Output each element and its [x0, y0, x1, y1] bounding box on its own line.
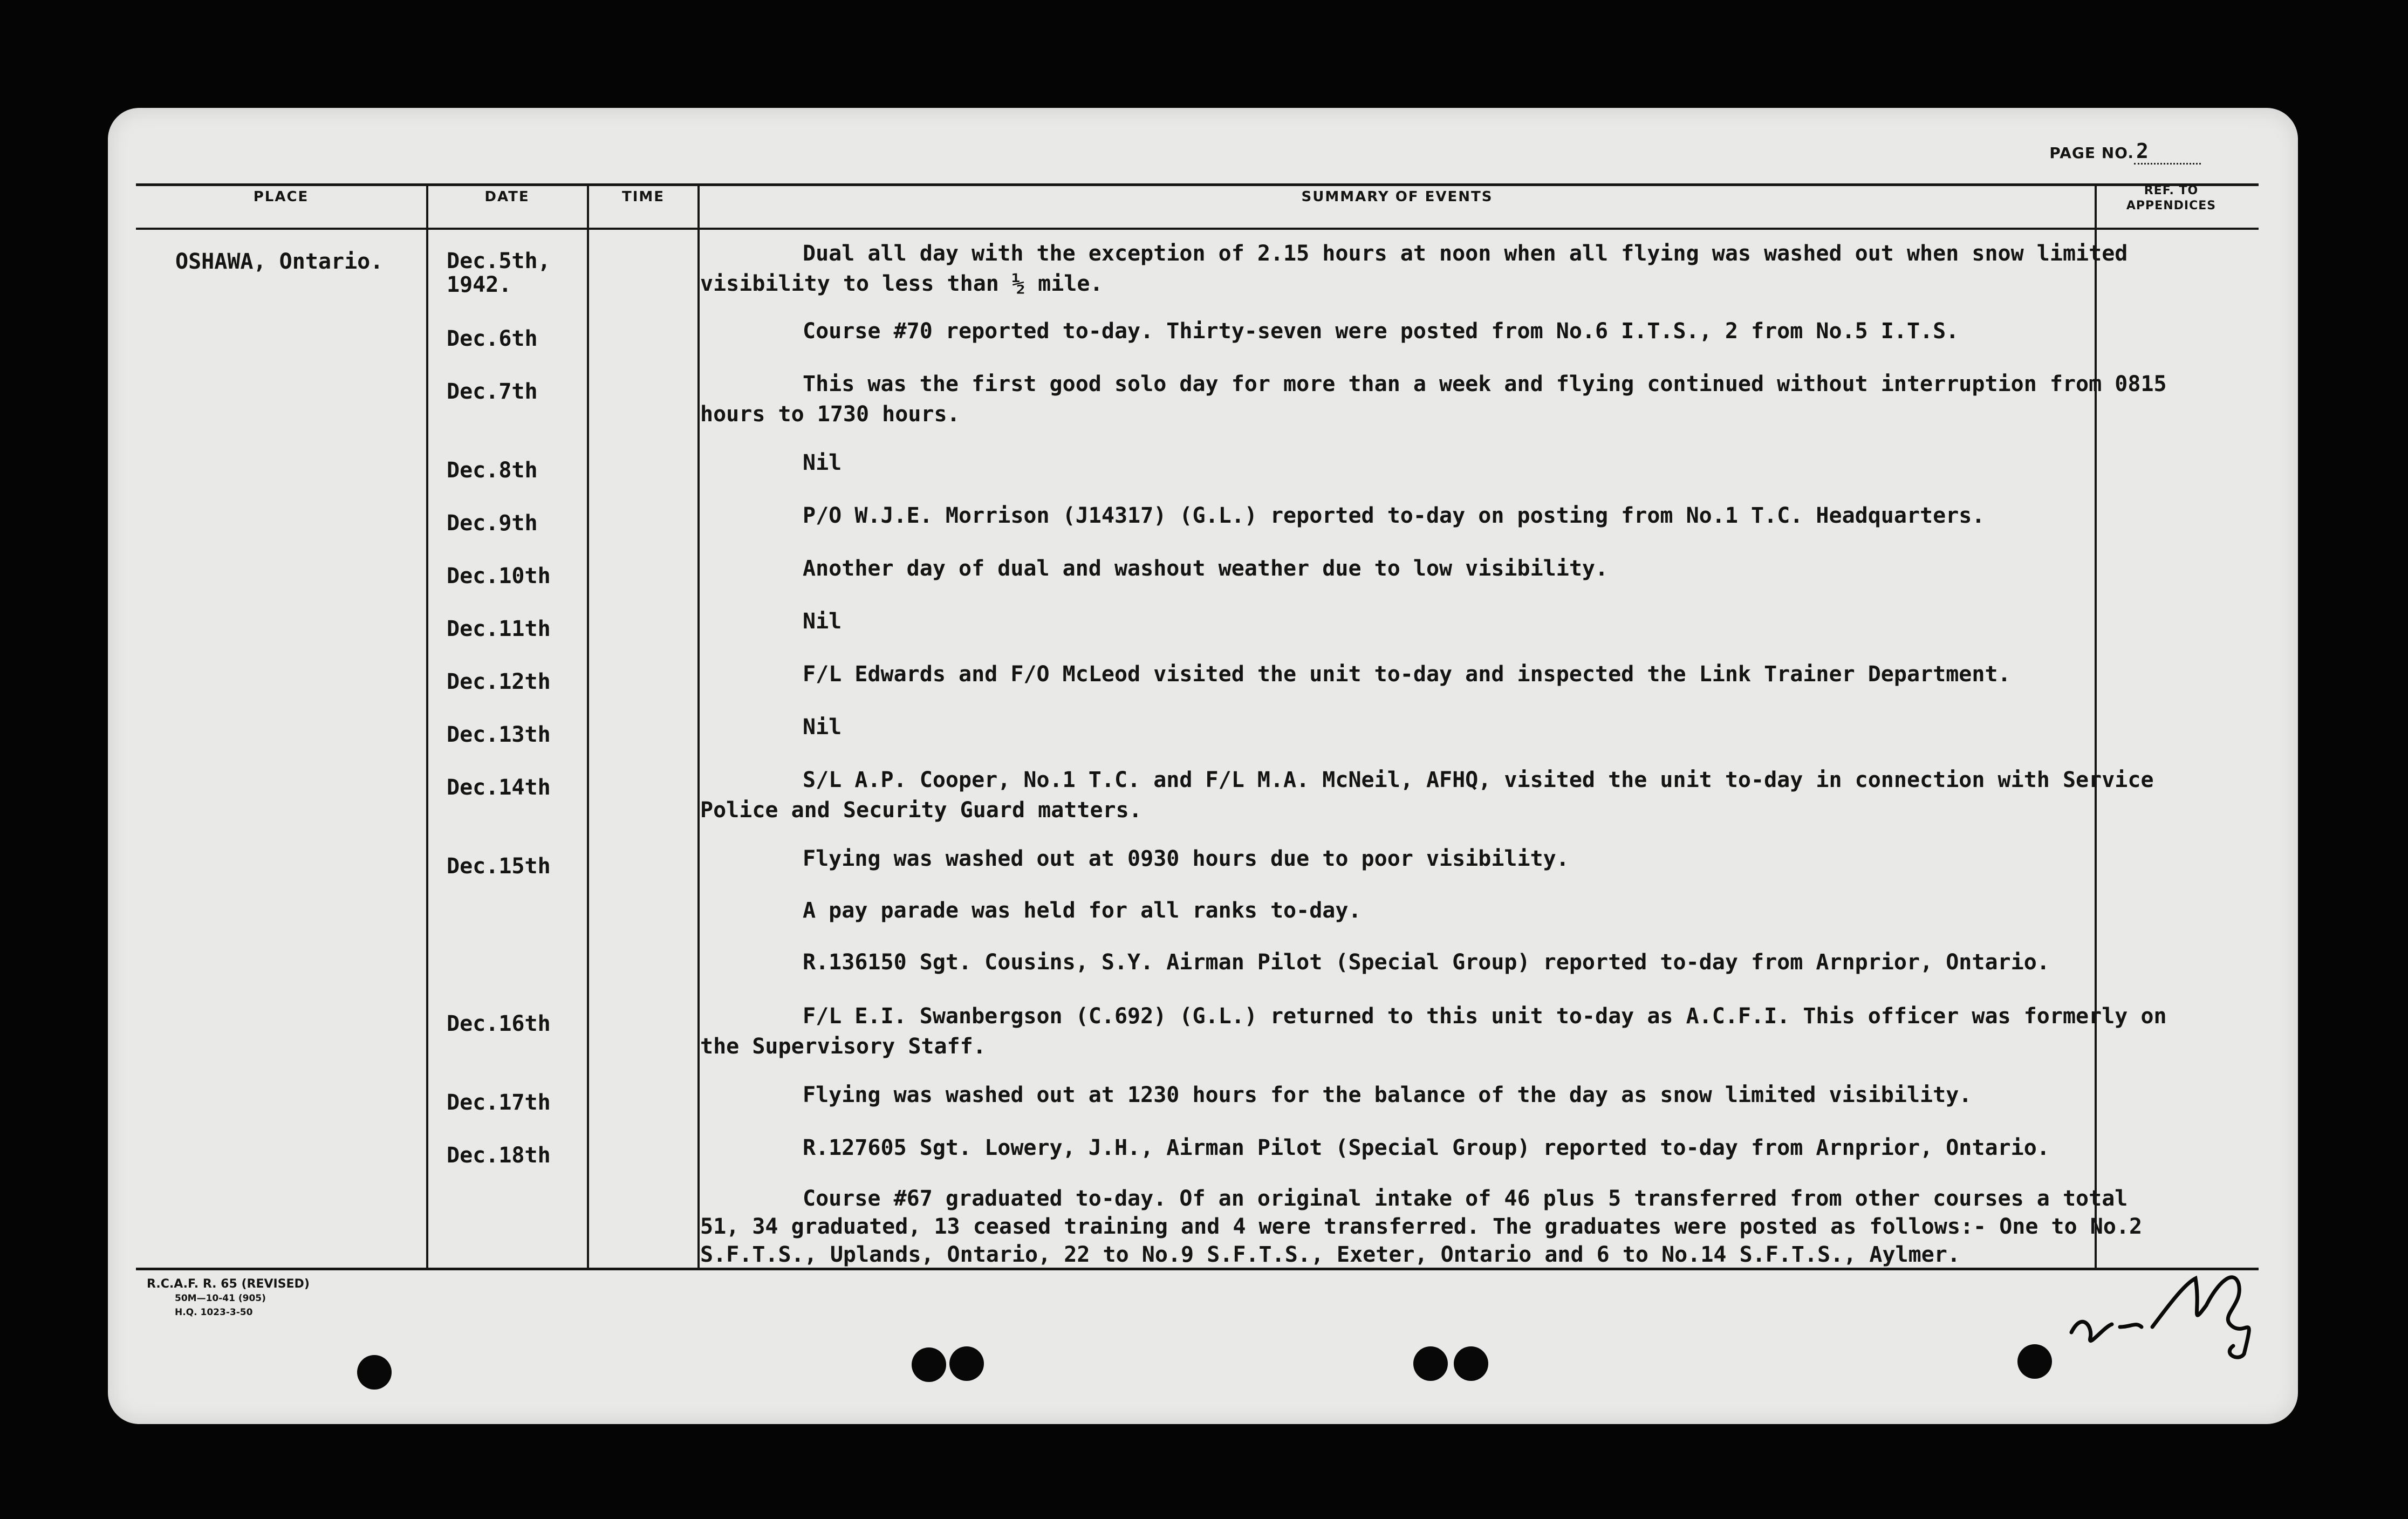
column-divider-date-time — [587, 183, 589, 1269]
header-date: DATE — [484, 189, 530, 205]
page-number-value: 2 — [2134, 139, 2201, 165]
binder-hole — [912, 1347, 946, 1382]
summary-entry: F/L E.I. Swanbergson (C.692) (G.L.) returned to this unit to-day as A.C.F.I. This officer was formerly on the Supervisory Staff. — [700, 1004, 2167, 1059]
summary-entry: This was the first good solo day for more than a week and flying continued without interruption from 0815 hours to 1730 hours. — [700, 372, 2167, 427]
column-divider-time-summary — [697, 183, 700, 1269]
binder-hole — [949, 1346, 984, 1381]
date-cell: Dec.18th — [447, 1143, 551, 1168]
summary-entry: F/L Edwards and F/O McLeod visited the unit to-day and inspected the Link Trainer Department. — [803, 662, 2011, 687]
date-cell: Dec.13th — [447, 722, 551, 747]
diary-sheet — [108, 108, 2298, 1424]
header-summary: SUMMARY OF EVENTS — [1301, 189, 1493, 205]
page-number — [2049, 139, 2201, 165]
form-code-line3: H.Q. 1023-3-50 — [175, 1307, 253, 1318]
form-code-line1: R.C.A.F. R. 65 (REVISED) — [147, 1277, 310, 1291]
handwritten-signature — [2061, 1246, 2287, 1365]
date-cell: Dec.11th — [447, 617, 551, 641]
header-place: PLACE — [253, 189, 309, 205]
date-cell: Dec.16th — [447, 1011, 551, 1036]
form-code — [147, 1277, 310, 1319]
date-cell: Dec.9th — [447, 511, 538, 536]
summary-entry: Nil — [803, 450, 842, 475]
header-top-rule — [136, 183, 2259, 186]
binder-hole — [357, 1355, 392, 1390]
date-cell: Dec.7th — [447, 379, 538, 404]
date-cell: Dec.6th — [447, 326, 538, 351]
date-cell: Dec.14th — [447, 775, 551, 800]
summary-entry: S/L A.P. Cooper, No.1 T.C. and F/L M.A. McNeil, AFHQ, visited the unit to-day in connection with Service Police and Security Guard matters. — [700, 768, 2154, 823]
summary-entry: Dual all day with the exception of 2.15 hours at noon when all flying was washed out when snow limited visibility to less than ½ mile. — [700, 241, 2128, 296]
date-cell: Dec.10th — [447, 564, 551, 589]
date-cell: Dec.15th — [447, 854, 551, 879]
header-ref-appendices: REF. TO APPENDICES — [2126, 184, 2217, 213]
summary-entry: Flying was washed out at 0930 hours due to poor visibility. — [803, 846, 1569, 871]
summary-entry: Another day of dual and washout weather due to low visibility. — [803, 556, 1609, 581]
summary-entry: P/O W.J.E. Morrison (J14317) (G.L.) reported to-day on posting from No.1 T.C. Headquarters. — [803, 503, 1985, 528]
summary-entry: Flying was washed out at 1230 hours for the balance of the day as snow limited visibility. — [803, 1083, 1972, 1107]
date-cell: Dec.17th — [447, 1090, 551, 1115]
summary-entry: R.136150 Sgt. Cousins, S.Y. Airman Pilot (Special Group) reported to-day from Arnprior, Ontario. — [803, 950, 2050, 975]
summary-entry: A pay parade was held for all ranks to-day. — [803, 898, 1362, 923]
form-code-line2: 50M—10-41 (905) — [175, 1293, 266, 1304]
page-number-label: PAGE NO. — [2049, 144, 2134, 162]
header-time: TIME — [621, 189, 665, 205]
summary-entry: Nil — [803, 715, 842, 740]
summary-entry: Course #70 reported to-day. Thirty-seven were posted from No.6 I.T.S., 2 from No.5 I.T.S. — [803, 319, 1959, 344]
binder-hole — [1413, 1346, 1448, 1381]
header-bottom-rule — [136, 228, 2259, 230]
date-cell: Dec.12th — [447, 669, 551, 694]
place-cell: OSHAWA, Ontario. — [175, 249, 384, 274]
date-cell: Dec.5th, 1942. — [447, 249, 551, 297]
summary-entry: Nil — [803, 609, 842, 634]
column-divider-place-date — [426, 183, 428, 1269]
date-cell: Dec.8th — [447, 458, 538, 483]
summary-entry: R.127605 Sgt. Lowery, J.H., Airman Pilot (Special Group) reported to-day from Arnprior, Ontario. — [803, 1135, 2050, 1160]
binder-hole — [2017, 1344, 2052, 1379]
binder-hole — [1454, 1346, 1488, 1381]
summary-entry: Course #67 graduated to-day. Of an original intake of 46 plus 5 transferred from other courses a total 51, 34 graduated, 13 ceased training and 4 were transferred. The graduates were posted as follows:- One to No.2 S.F.T.S., Uplands, Ontario, 22 to No.9 S.F.T.S., Exeter, Ontario and 6 to No.14 S.F.T.S., Aylmer. — [700, 1186, 2143, 1267]
